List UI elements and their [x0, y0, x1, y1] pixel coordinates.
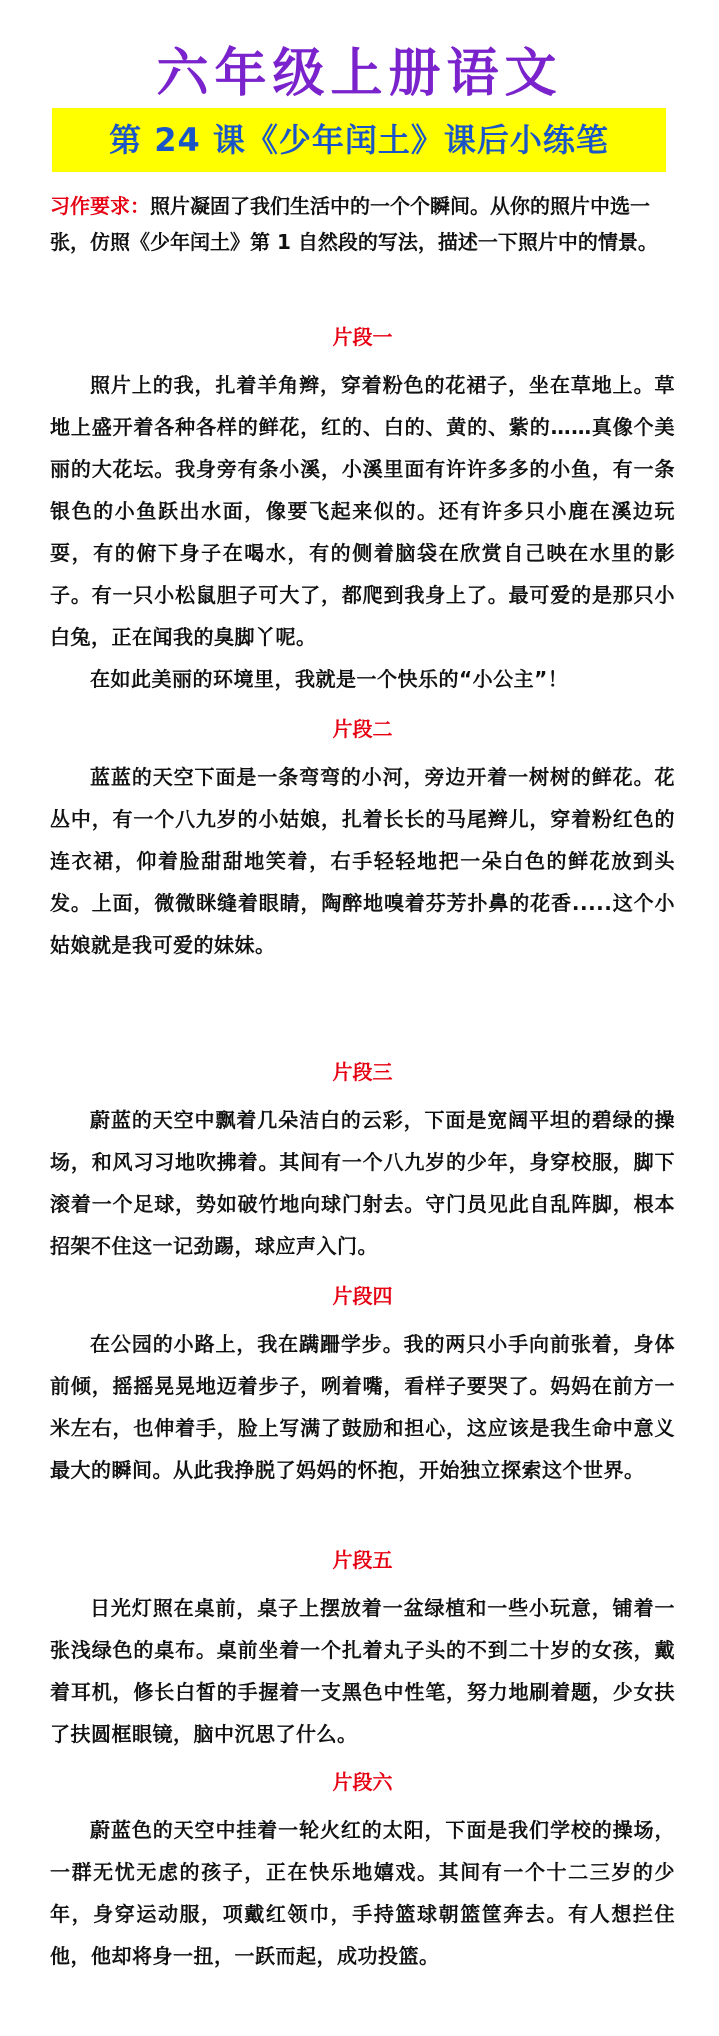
section-paragraph: 蔚蓝色的天空中挂着一轮火红的太阳，下面是我们学校的操场，一群无忧无虑的孩子，正在快乐地嬉戏。其间有一个十二三岁的少年，身穿运动服，项戴红领巾，手持篮球朝篮筐奔去。有人想拦住他，他却将身一扭，一跃而起，成功投篮。 [50, 1818, 675, 1968]
writing-requirement [50, 188, 675, 260]
section-paragraph: 蔚蓝的天空中飘着几朵洁白的云彩，下面是宽阔平坦的碧绿的操场，和风习习地吹拂着。其间有一个八九岁的少年，身穿校服，脚下滚着一个足球，势如破竹地向球门射去。守门员见此自乱阵脚，根本招架不住这一记劲踢，球应声入门。 [50, 1108, 675, 1258]
page-title: 六年级上册语文 [156, 44, 563, 104]
section-2 [50, 714, 675, 966]
section-title: 片段三 [332, 1060, 393, 1084]
section-paragraph: 在公园的小路上，我在蹒跚学步。我的两只小手向前张着，身体前倾，摇摇晃晃地迈着步子，咧着嘴，看样子要哭了。妈妈在前方一米左右，也伸着手，脸上写满了鼓励和担心，这应该是我生命中意义最大的瞬间。从此我挣脱了妈妈的怀抱，开始独立探索这个世界。 [50, 1332, 675, 1482]
section-4 [50, 1281, 675, 1491]
section-title: 片段六 [332, 1770, 393, 1794]
lesson-subtitle-banner: 第 24 课《少年闰土》课后小练笔 [52, 108, 666, 172]
section-paragraph: 蓝蓝的天空下面是一条弯弯的小河，旁边开着一树树的鲜花。花丛中，有一个八九岁的小姑娘，扎着长长的马尾辫儿，穿着粉红色的连衣裙，仰着脸甜甜地笑着，右手轻轻地把一朵白色的鲜花放到头发。上面，微微眯缝着眼睛，陶醉地嗅着芬芳扑鼻的花香.....这个小姑娘就是我可爱的妹妹。 [50, 765, 675, 957]
section-title: 片段一 [332, 325, 393, 349]
section-6 [50, 1767, 675, 1977]
section-paragraph: 日光灯照在桌前，桌子上摆放着一盆绿植和一些小玩意，铺着一张浅绿色的桌布。桌前坐着一个扎着丸子头的不到二十岁的女孩，戴着耳机，修长白皙的手握着一支黑色中性笔，努力地刷着题，少女扶了扶圆框眼镜，脑中沉思了什么。 [50, 1596, 675, 1746]
section-title: 片段五 [332, 1548, 393, 1572]
requirement-label: 习作要求： [50, 194, 150, 218]
section-paragraph: 照片上的我，扎着羊角辫，穿着粉色的花裙子，坐在草地上。草地上盛开着各种各样的鲜花，红的、白的、黄的、紫的……真像个美丽的大花坛。我身旁有条小溪，小溪里面有许许多多的小鱼，有一条银色的小鱼跃出水面，像要飞起来似的。还有许多只小鹿在溪边玩耍，有的俯下身子在喝水，有的侧着脑袋在欣赏自己映在水里的影子。有一只小松鼠胆子可大了，都爬到我身上了。最可爱的是那只小白兔，正在闻我的臭脚丫呢。 [50, 373, 675, 649]
section-5 [50, 1545, 675, 1755]
section-title: 片段四 [332, 1284, 393, 1308]
section-title: 片段二 [332, 717, 393, 741]
section-paragraph: 在如此美丽的环境里，我就是一个快乐的“小公主”！ [90, 667, 569, 691]
section-3 [50, 1057, 675, 1267]
requirement-text: 照片凝固了我们生活中的一个个瞬间。从你的照片中选一张，仿照《少年闰土》第 1 自然段的写法，描述一下照片中的情景。 [50, 194, 658, 254]
section-1 [50, 322, 675, 700]
